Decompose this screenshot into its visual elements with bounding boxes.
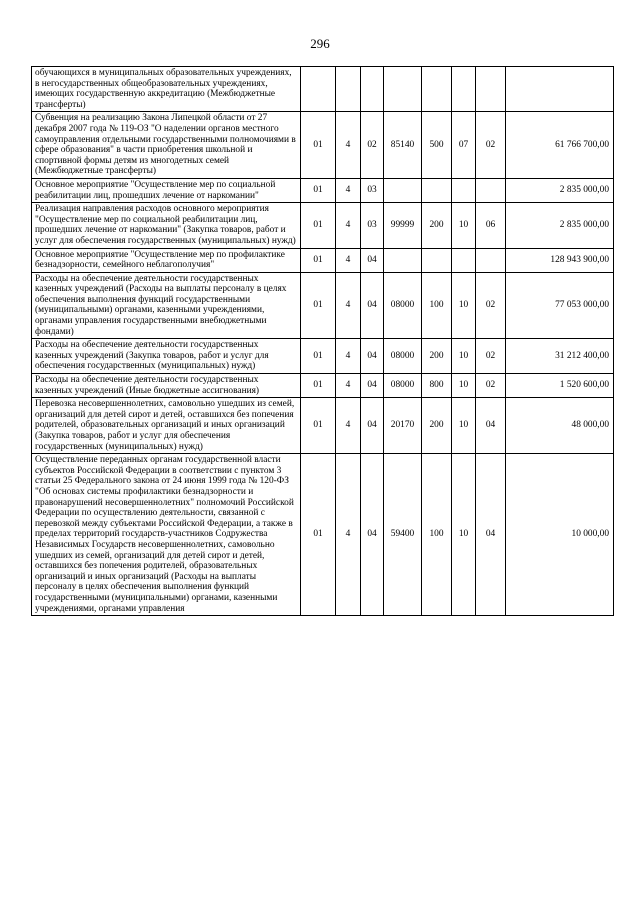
row-code-c5	[422, 248, 452, 272]
row-code-c4	[384, 178, 422, 202]
row-code-c2: 4	[336, 272, 361, 339]
row-code-c3: 02	[361, 112, 384, 179]
row-code-c6	[452, 178, 476, 202]
row-code-c4	[384, 67, 422, 112]
row-code-c3: 04	[361, 248, 384, 272]
row-code-c3: 04	[361, 398, 384, 454]
row-description: Субвенция на реализацию Закона Липецкой области от 27 декабря 2007 года № 119-ОЗ "О наделении органов местного самоуправления отдельными государственными полномочиями в сфере образования" в части приобретения школьной и спортивной формы детям из многодетных семей (Межбюджетные трансферты)	[32, 112, 301, 179]
row-amount	[506, 67, 614, 112]
row-description: Осуществление переданных органам государственной власти субъектов Российской Федерации в соответствии с пунктом 3 статьи 25 Федерального закона от 24 июня 1999 года № 120-ФЗ "Об основах системы профилактики безнадзорности и правонарушений несовершеннолетних" полномочий Российской Федерации по осуществлению деятельности, связанной с перевозкой между субъектами Российской Федерации, а также в пределах территорий государств-участников Содружества Независимых Государств несовершеннолетних, самовольно ушедших из семей, организаций для детей сирот и детей, оставшихся без попечения родителей, образовательных организаций и иных организаций (Расходы на выплаты персоналу в целях обеспечения выполнения функций государственными (муниципальными) органами, казенными учреждениями, органами управления	[32, 454, 301, 616]
row-amount: 2 835 000,00	[506, 178, 614, 202]
row-code-c3	[361, 67, 384, 112]
row-code-c6: 10	[452, 454, 476, 616]
table-row	[32, 374, 614, 398]
row-amount: 48 000,00	[506, 398, 614, 454]
row-code-c1	[301, 67, 336, 112]
row-code-c5	[422, 178, 452, 202]
row-code-c7	[476, 67, 506, 112]
row-amount: 1 520 600,00	[506, 374, 614, 398]
table-row	[32, 203, 614, 248]
row-code-c5	[422, 67, 452, 112]
row-code-c7: 02	[476, 112, 506, 179]
row-code-c3: 04	[361, 454, 384, 616]
row-code-c2: 4	[336, 454, 361, 616]
table-row	[32, 339, 614, 374]
table-row	[32, 112, 614, 179]
row-code-c1: 01	[301, 112, 336, 179]
row-code-c5: 200	[422, 203, 452, 248]
row-code-c6: 10	[452, 374, 476, 398]
row-code-c4: 20170	[384, 398, 422, 454]
row-code-c3: 03	[361, 203, 384, 248]
row-amount: 128 943 900,00	[506, 248, 614, 272]
row-code-c2: 4	[336, 112, 361, 179]
row-code-c2: 4	[336, 374, 361, 398]
row-code-c4: 08000	[384, 272, 422, 339]
row-code-c7: 06	[476, 203, 506, 248]
row-code-c5: 100	[422, 272, 452, 339]
row-description: Основное мероприятие "Осуществление мер по социальной реабилитации лиц, прошедших лечение от наркомании"	[32, 178, 301, 202]
page-number: 296	[310, 36, 330, 51]
row-description: Расходы на обеспечение деятельности государственных казенных учреждений (Расходы на выплаты персоналу в целях обеспечения выполнения функций государственными (муниципальными) органами, казенными учреждениями, органами управления государственными внебюджетными фондами)	[32, 272, 301, 339]
row-code-c7: 02	[476, 374, 506, 398]
row-description: Основное мероприятие "Осуществление мер по профилактике безнадзорности, семейного неблагополучия"	[32, 248, 301, 272]
row-code-c4: 08000	[384, 339, 422, 374]
row-code-c4: 85140	[384, 112, 422, 179]
budget-table	[31, 66, 614, 616]
row-code-c3: 04	[361, 339, 384, 374]
row-code-c3: 04	[361, 272, 384, 339]
row-code-c6: 10	[452, 272, 476, 339]
row-code-c7: 04	[476, 454, 506, 616]
row-code-c3: 04	[361, 374, 384, 398]
row-code-c2: 4	[336, 203, 361, 248]
row-amount: 10 000,00	[506, 454, 614, 616]
row-code-c2: 4	[336, 398, 361, 454]
row-code-c6: 10	[452, 339, 476, 374]
row-amount: 77 053 000,00	[506, 272, 614, 339]
row-code-c1: 01	[301, 398, 336, 454]
row-description: Расходы на обеспечение деятельности государственных казенных учреждений (Иные бюджетные ассигнования)	[32, 374, 301, 398]
row-description: Реализация направления расходов основного мероприятия "Осуществление мер по социальной реабилитации лиц, прошедших лечение от наркомании" (Закупка товаров, работ и услуг для обеспечения государственных (муниципальных) нужд)	[32, 203, 301, 248]
row-code-c2: 4	[336, 339, 361, 374]
row-code-c6: 10	[452, 203, 476, 248]
row-description: обучающихся в муниципальных образовательных учреждениях, в негосударственных общеобразовательных учреждениях, имеющих государственную аккредитацию (Межбюджетные трансферты)	[32, 67, 301, 112]
row-description: Перевозка несовершеннолетних, самовольно ушедших из семей, организаций для детей сирот и детей, оставшихся без попечения родителей, образовательных организаций и иных организаций (Закупка товаров, работ и услуг для обеспечения государственных (муниципальных) нужд)	[32, 398, 301, 454]
row-code-c1: 01	[301, 454, 336, 616]
row-code-c1: 01	[301, 374, 336, 398]
row-code-c5: 200	[422, 339, 452, 374]
table-row	[32, 178, 614, 202]
row-code-c7: 04	[476, 398, 506, 454]
row-code-c4: 08000	[384, 374, 422, 398]
table-row	[32, 398, 614, 454]
row-code-c1: 01	[301, 178, 336, 202]
row-code-c3: 03	[361, 178, 384, 202]
row-code-c1: 01	[301, 248, 336, 272]
row-code-c2: 4	[336, 248, 361, 272]
row-amount: 61 766 700,00	[506, 112, 614, 179]
row-code-c7: 02	[476, 339, 506, 374]
row-description: Расходы на обеспечение деятельности государственных казенных учреждений (Закупка товаров, работ и услуг для обеспечения государственных (муниципальных) нужд)	[32, 339, 301, 374]
table-row	[32, 454, 614, 616]
table-row	[32, 272, 614, 339]
row-code-c6	[452, 67, 476, 112]
row-code-c6: 07	[452, 112, 476, 179]
row-code-c5: 800	[422, 374, 452, 398]
row-code-c4	[384, 248, 422, 272]
row-code-c7	[476, 248, 506, 272]
row-code-c1: 01	[301, 272, 336, 339]
row-code-c4: 59400	[384, 454, 422, 616]
row-code-c2	[336, 67, 361, 112]
table-row	[32, 248, 614, 272]
row-code-c1: 01	[301, 203, 336, 248]
row-code-c1: 01	[301, 339, 336, 374]
row-code-c5: 200	[422, 398, 452, 454]
row-code-c2: 4	[336, 178, 361, 202]
row-code-c7: 02	[476, 272, 506, 339]
table-row	[32, 67, 614, 112]
row-code-c7	[476, 178, 506, 202]
row-code-c4: 99999	[384, 203, 422, 248]
row-code-c5: 100	[422, 454, 452, 616]
row-code-c6: 10	[452, 398, 476, 454]
row-amount: 31 212 400,00	[506, 339, 614, 374]
row-code-c6	[452, 248, 476, 272]
row-code-c5: 500	[422, 112, 452, 179]
row-amount: 2 835 000,00	[506, 203, 614, 248]
